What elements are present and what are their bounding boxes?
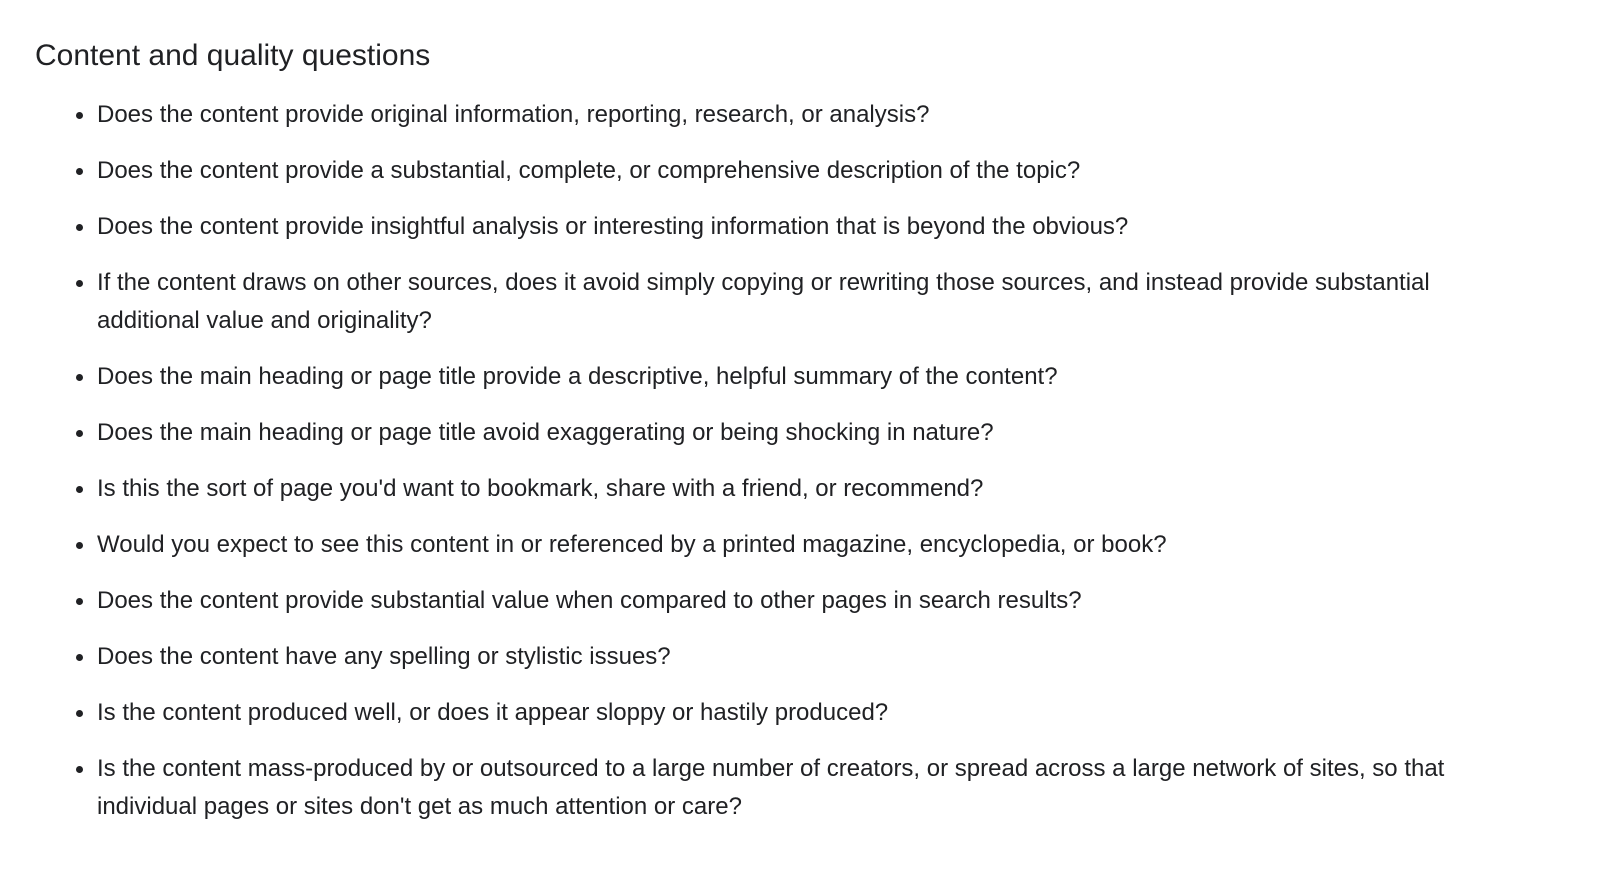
bullet-icon (76, 112, 83, 119)
bullet-icon (76, 766, 83, 773)
bullet-icon (76, 486, 83, 493)
question-item (97, 96, 1560, 134)
question-text: Is the content mass-produced by or outsourced to a large number of creators, or spread across a large network of sites, so that individual pages or sites don't get as much attention or care? (97, 755, 1445, 820)
question-item (97, 358, 1560, 396)
bullet-icon (76, 710, 83, 717)
question-text: Does the content provide original information, reporting, research, or analysis? (97, 101, 930, 128)
bullet-icon (76, 654, 83, 661)
question-text: Would you expect to see this content in or referenced by a printed magazine, encyclopedia, or book? (97, 531, 1167, 558)
question-item (97, 264, 1560, 340)
question-text: Does the main heading or page title avoid exaggerating or being shocking in nature? (97, 419, 994, 446)
bullet-icon (76, 224, 83, 231)
question-text: Does the main heading or page title provide a descriptive, helpful summary of the content? (97, 363, 1058, 390)
question-text: Does the content have any spelling or stylistic issues? (97, 643, 671, 670)
question-text: Does the content provide insightful analysis or interesting information that is beyond the obvious? (97, 213, 1129, 240)
bullet-icon (76, 598, 83, 605)
question-text: Does the content provide substantial value when compared to other pages in search results? (97, 587, 1082, 614)
question-item (97, 694, 1560, 732)
question-text: Is this the sort of page you'd want to bookmark, share with a friend, or recommend? (97, 475, 984, 502)
question-item (97, 470, 1560, 508)
question-text: Does the content provide a substantial, complete, or comprehensive description of the topic? (97, 157, 1081, 184)
question-item (97, 638, 1560, 676)
question-item (97, 208, 1560, 246)
question-text: If the content draws on other sources, does it avoid simply copying or rewriting those sources, and instead provide substantial additional value and originality? (97, 269, 1430, 334)
question-list (35, 96, 1560, 826)
bullet-icon (76, 168, 83, 175)
bullet-icon (76, 430, 83, 437)
question-item (97, 526, 1560, 564)
question-item (97, 414, 1560, 452)
question-text: Is the content produced well, or does it appear sloppy or hastily produced? (97, 699, 889, 726)
bullet-icon (76, 374, 83, 381)
question-item (97, 582, 1560, 620)
bullet-icon (76, 542, 83, 549)
question-item (97, 152, 1560, 190)
section-title: Content and quality questions (35, 39, 431, 72)
question-item (97, 750, 1560, 826)
bullet-icon (76, 280, 83, 287)
